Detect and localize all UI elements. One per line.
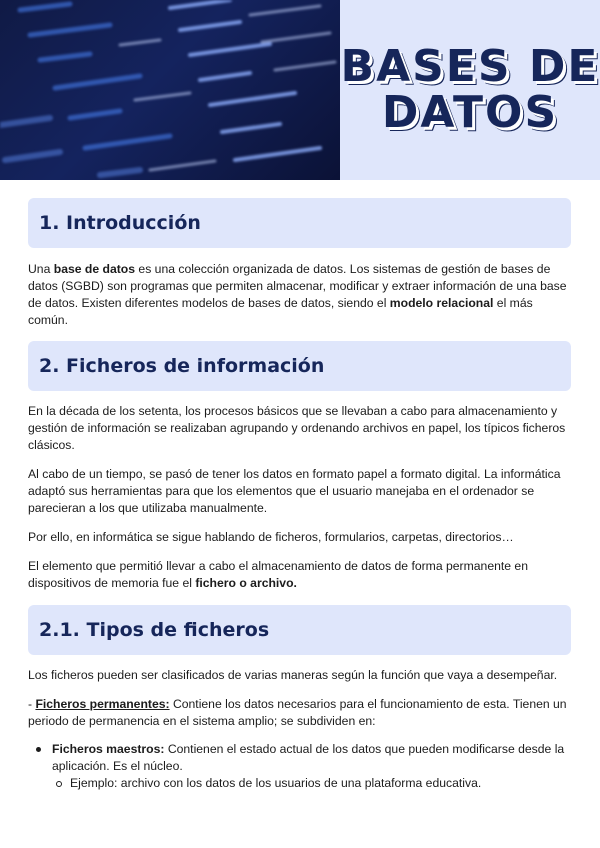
- sub-bullet-circle: [56, 781, 62, 787]
- sub-bullet-ejemplo: Ejemplo: archivo con los datos de los usuarios de una plataforma educativa.: [70, 776, 482, 790]
- text-span: Contienen el estado actual de los datos que pueden modificarse desde la aplicación. Es el núcleo.: [52, 742, 565, 773]
- title-box: [340, 0, 600, 180]
- document-title-line-1: BASES DE: [340, 41, 600, 92]
- section-heading-tipos: [28, 605, 571, 655]
- tipos-paragraph-1: Los ficheros pueden ser clasificados de varias maneras según la función que vaya a desempeñar.: [28, 668, 558, 682]
- text-span: El elemento que permitió llevar a cabo el almacenamiento de datos de forma permanente en dispositivos de memoria fue el: [28, 559, 528, 590]
- bold-term: fichero o archivo.: [195, 576, 297, 590]
- text-span: el más común.: [28, 296, 533, 327]
- bold-term: modelo relacional: [389, 296, 494, 310]
- ficheros-paragraph-2: Al cabo de un tiempo, se pasó de tener los datos en formato papel a formato digital. La informática adaptó sus herramientas para que los elementos que el usuario manejaba en el ordenador se parecieran a los que utilizaba manualmente.: [28, 467, 561, 515]
- section-heading-text: 2.1. Tipos de ficheros: [39, 619, 270, 641]
- tipos-paragraph-2: [28, 696, 572, 730]
- text-span: es una colección organizada de datos. Los sistemas de gestión de bases de datos (SGBD) son programas que permiten almacenar, modificar y extraer información de una base de datos. Existen diferentes modelos de bases de datos, siendo el: [28, 262, 567, 310]
- document-title-line-2: DATOS: [381, 87, 559, 138]
- text-span: Contiene los datos necesarios para el funcionamiento de esta. Tienen un periodo de permanencia en el sistema amplio; se subdividen en:: [28, 697, 567, 728]
- section-heading-ficheros: [28, 341, 571, 391]
- dash: -: [28, 697, 36, 711]
- header-banner: [0, 0, 600, 180]
- section-heading-text: 1. Introducción: [39, 212, 201, 234]
- ficheros-paragraph-3: Por ello, en informática se sigue hablando de ficheros, formularios, carpetas, directorios…: [28, 530, 514, 544]
- section-heading-text: 2. Ficheros de información: [39, 355, 325, 377]
- bullet-dot: [36, 747, 41, 752]
- bold-term: Ficheros maestros:: [52, 742, 165, 756]
- bold-underlined-term: Ficheros permanentes:: [35, 697, 170, 711]
- bold-term: base de datos: [53, 262, 136, 276]
- ficheros-paragraph-4: [28, 558, 572, 592]
- bullet-ficheros-maestros: [52, 741, 572, 775]
- text-span: Una: [28, 262, 54, 276]
- code-screen-image: [0, 0, 340, 180]
- intro-paragraph: [28, 261, 572, 329]
- ficheros-paragraph-1: En la década de los setenta, los procesos básicos que se llevaban a cabo para almacenamiento y gestión de información se realizaban agrupando y ordenando archivos en papel, los típicos ficheros clásicos.: [28, 404, 566, 452]
- section-heading-introduccion: [28, 198, 571, 248]
